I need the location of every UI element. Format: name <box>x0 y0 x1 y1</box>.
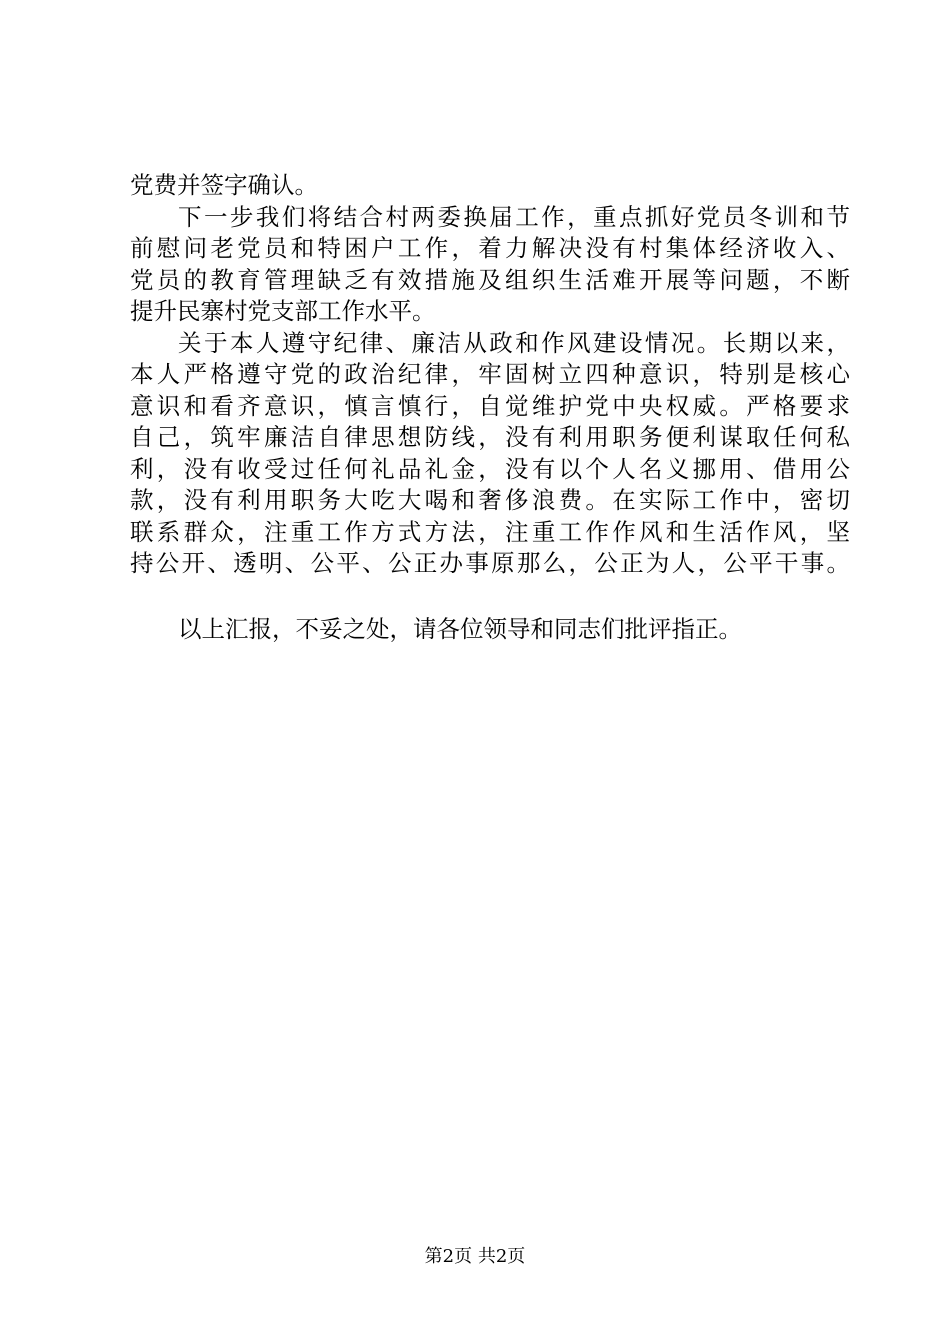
document-body <box>130 170 850 645</box>
text-line: 党费并签字确认。 <box>130 171 318 199</box>
text-line: 联系群众，注重工作方式方法，注重工作作风和生活作风，坚 <box>130 517 850 546</box>
closing-line: 以上汇报，不妥之处，请各位领导和同志们批评指正。 <box>178 614 742 643</box>
text-line: 款，没有利用职务大吃大喝和奢侈浪费。在实际工作中，密切 <box>130 486 850 514</box>
text-line: 自己，筑牢廉洁自律思想防线，没有利用职务便利谋取任何私 <box>130 423 850 451</box>
text-line: 持公开、透明、公平、公正办事原那么，公正为人，公平干事。 <box>130 549 850 577</box>
text-line: 利，没有收受过任何礼品礼金，没有以个人名义挪用、借用公 <box>130 454 850 483</box>
text-line: 前慰问老党员和特困户工作，着力解决没有村集体经济收入、 <box>130 234 850 262</box>
page-footer: 第2页 共2页 <box>424 1246 526 1267</box>
text-line: 党员的教育管理缺乏有效措施及组织生活难开展等问题，不断 <box>130 265 850 294</box>
text-line: 提升民寨村党支部工作水平。 <box>130 297 436 325</box>
text-line: 意识和看齐意识，慎言慎行，自觉维护党中央权威。严格要求 <box>130 391 850 420</box>
text-line: 本人严格遵守党的政治纪律，牢固树立四种意识，特别是核心 <box>130 360 850 388</box>
text-line: 下一步我们将结合村两委换届工作，重点抓好党员冬训和节 <box>178 202 850 231</box>
text-line: 关于本人遵守纪律、廉洁从政和作风建设情况。长期以来， <box>178 328 850 357</box>
paragraph-gap <box>130 580 850 614</box>
